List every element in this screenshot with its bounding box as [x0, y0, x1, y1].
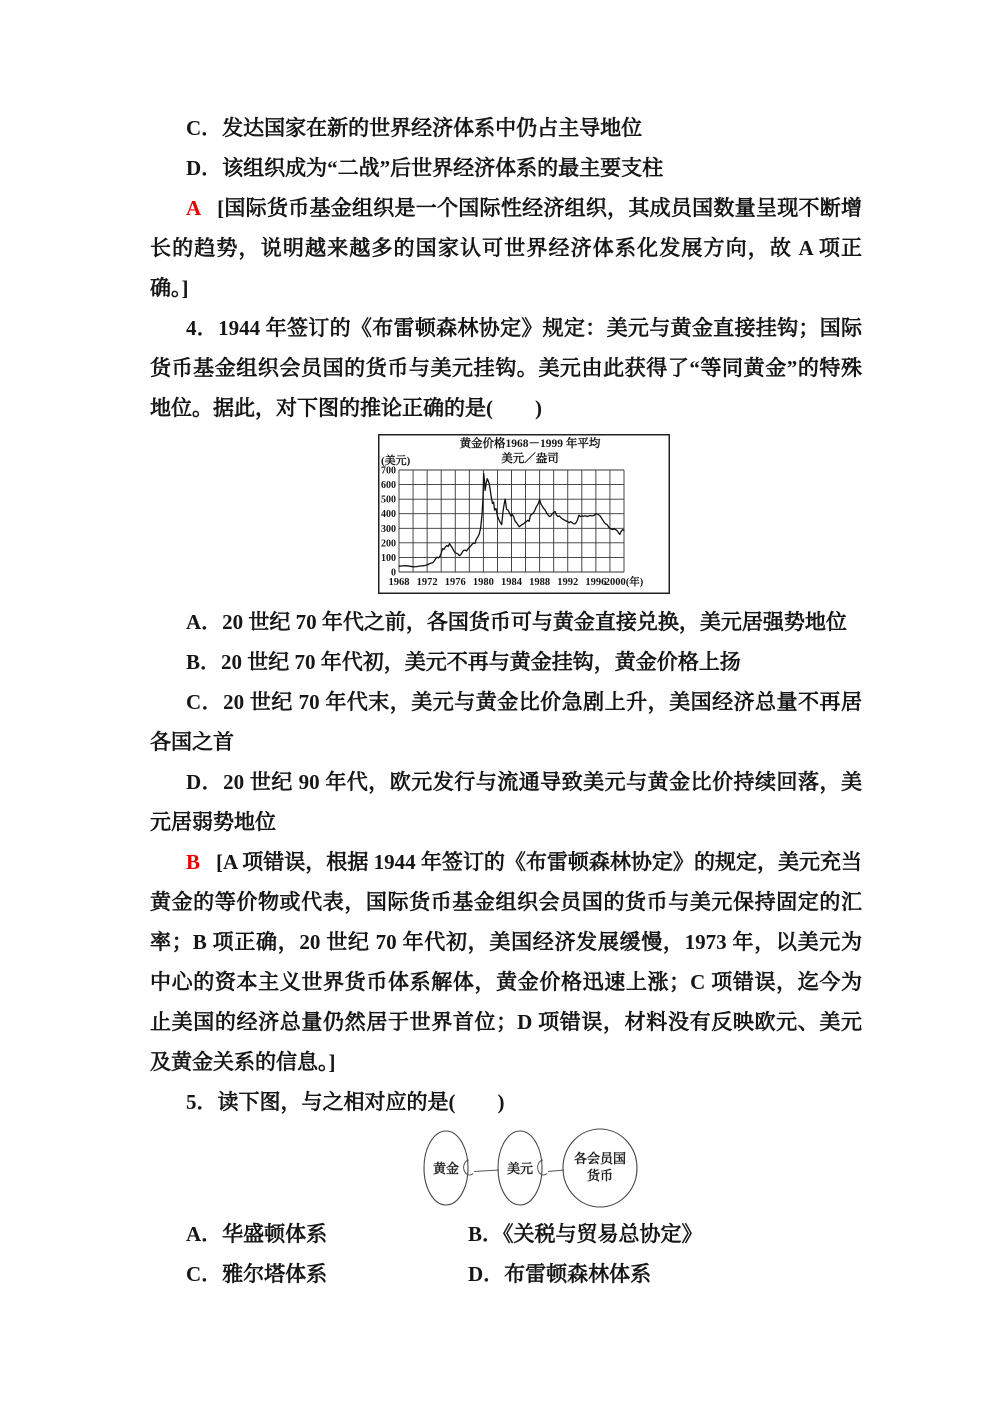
q4-option-d: D．20 世纪 90 年代，欧元发行与流通导致美元与黄金比价持续回落，美元居弱势地位: [150, 770, 862, 834]
svg-text:1988: 1988: [529, 577, 551, 588]
svg-text:各会员国: 各会员国: [573, 1151, 627, 1166]
q5-options: [150, 1214, 862, 1294]
svg-text:1984: 1984: [501, 577, 522, 588]
q3-answer: [150, 188, 862, 308]
q3-answer-letter: A: [186, 196, 202, 220]
svg-text:1968: 1968: [388, 577, 410, 588]
q5-stem: 5．读下图，与之相对应的是( ): [186, 1090, 505, 1114]
svg-text:1972: 1972: [416, 577, 438, 588]
q4-answer: [150, 842, 862, 1082]
q5-option-c: C．雅尔塔体系: [186, 1262, 328, 1286]
svg-text:2000(年): 2000(年): [604, 577, 644, 588]
svg-text:货币: 货币: [586, 1168, 614, 1183]
q4-option-a: A．20 世纪 70 年代之前，各国货币可与黄金直接兑换，美元居强势地位: [186, 610, 847, 634]
svg-text:600: 600: [381, 480, 396, 492]
svg-text:300: 300: [381, 523, 396, 535]
currency-link-diagram: [150, 1122, 862, 1214]
q5-option-b: B．《关税与贸易总协定》: [468, 1222, 703, 1246]
svg-text:美元／盎司: 美元／盎司: [501, 453, 559, 465]
q5-option-a: A．华盛顿体系: [186, 1222, 328, 1246]
q4-option-c: C．20 世纪 70 年代末，美元与黄金比价急剧上升，美国经济总量不再居各国之首: [150, 690, 862, 754]
svg-text:1980: 1980: [472, 577, 494, 588]
svg-text:400: 400: [381, 509, 396, 521]
q4-answer-letter: B: [186, 850, 201, 874]
svg-text:1996: 1996: [585, 577, 607, 588]
gold-price-chart: [150, 434, 862, 602]
svg-text:黄金: 黄金: [432, 1161, 460, 1176]
svg-text:100: 100: [381, 552, 396, 564]
svg-text:1976: 1976: [444, 577, 466, 588]
q4-stem: 4．1944 年签订的《布雷顿森林协定》规定：美元与黄金直接挂钩；国际货币基金组织会员国的货币与美元挂钩。美元由此获得了“等同黄金”的特殊地位。据此，对下图的推论正确的是( ): [150, 316, 862, 420]
q5-option-d: D．布雷顿森林体系: [468, 1262, 652, 1286]
svg-text:200: 200: [381, 538, 396, 550]
q3-option-d: D．该组织成为“二战”后世界经济体系的最主要支柱: [186, 156, 664, 180]
svg-text:(美元): (美元): [381, 455, 411, 467]
svg-text:700: 700: [381, 465, 396, 477]
gold-price-chart-svg: [378, 434, 670, 594]
q3-answer-text: [国际货币基金组织是一个国际性经济组织，其成员国数量呈现不断增长的趋势，说明越来越多的国家认可世界经济体系化发展方向，故 A 项正确。]: [150, 196, 862, 300]
svg-text:黄金价格1968－1999 年平均: 黄金价格1968－1999 年平均: [459, 438, 601, 450]
q3-option-c: C．发达国家在新的世界经济体系中仍占主导地位: [186, 116, 643, 140]
svg-text:500: 500: [381, 494, 396, 506]
q4-answer-text: [A 项错误，根据 1944 年签订的《布雷顿森林协定》的规定，美元充当黄金的等价物或代表，国际货币基金组织会员国的货币与美元保持固定的汇率；B 项正确，20 世纪 70 年代初，美国经济发展缓慢，1973 年，以美元为中心的资本主义世界货币体系解体，黄金价格迅速上涨；C 项错误，迄今为止美国的经济总量仍然居于世界首位；D 项错误，材料没有反映欧元、美元及黄金关系的信息。]: [150, 850, 862, 1074]
svg-text:1992: 1992: [557, 577, 579, 588]
svg-text:0: 0: [391, 567, 396, 579]
currency-link-diagram-svg: [420, 1122, 690, 1214]
q4-option-b: B．20 世纪 70 年代初，美元不再与黄金挂钩，黄金价格上扬: [186, 650, 741, 674]
document-content: [150, 108, 862, 1294]
svg-text:美元: 美元: [506, 1161, 534, 1176]
